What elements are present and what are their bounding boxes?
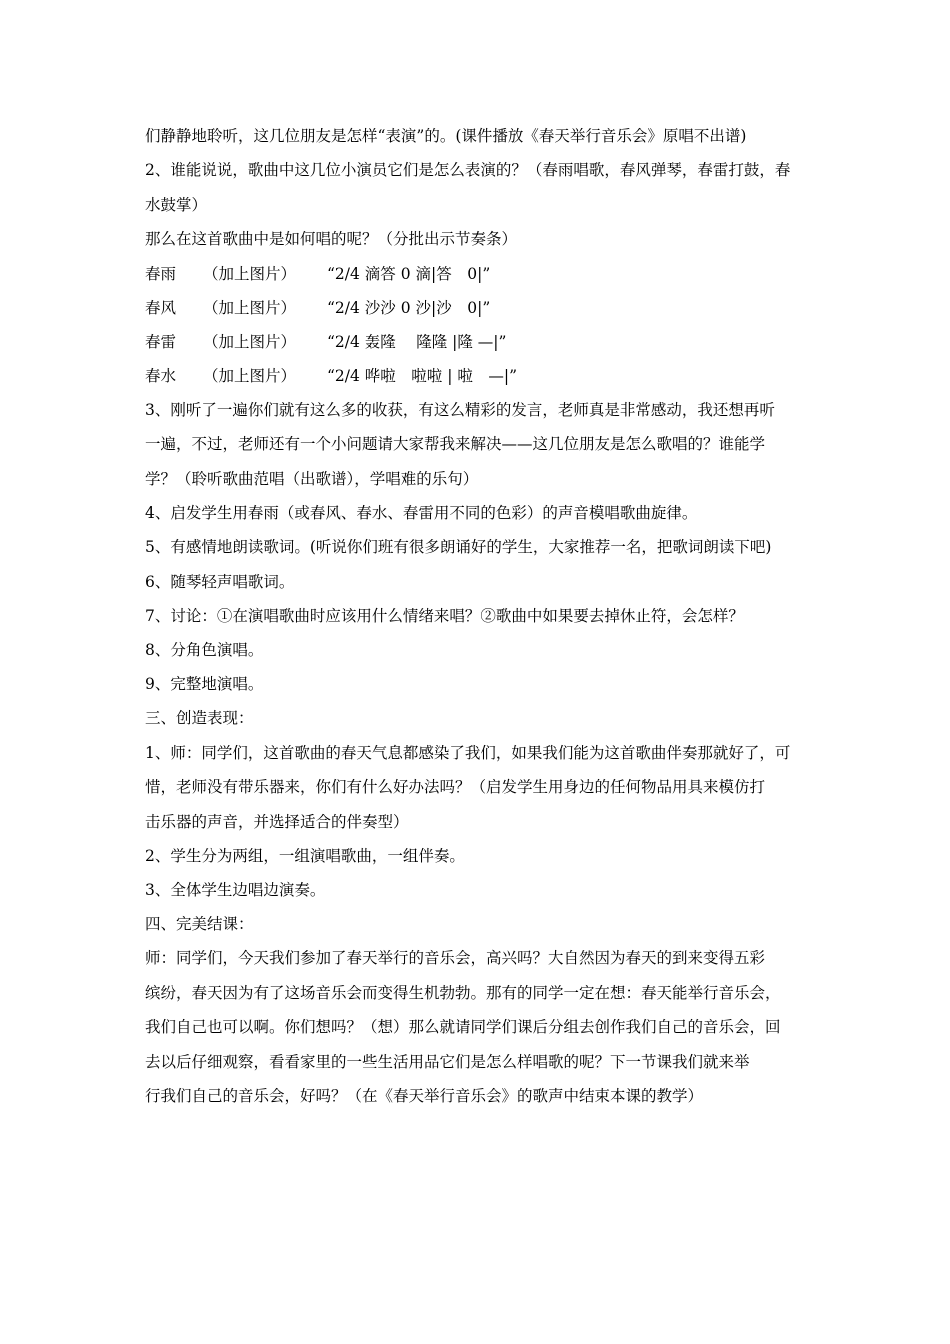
rhythm-name: 春雨 [145, 265, 177, 283]
rhythm-picture-note: （加上图片） [203, 333, 297, 351]
rhythm-picture-note: （加上图片） [203, 265, 297, 283]
paragraph-line: 缤纷，春天因为有了这场音乐会而变得生机勃勃。那有的同学一定在想：春天能举行音乐会， [145, 984, 781, 1002]
rhythm-picture-note: （加上图片） [203, 299, 297, 317]
paragraph-line: 师：同学们，今天我们参加了春天举行的音乐会，高兴吗？大自然因为春天的到来变得五彩 [145, 949, 766, 967]
rhythm-name: 春雷 [145, 333, 177, 351]
rhythm-notation: “2/4 轰隆 隆隆 |隆 —|” [327, 333, 507, 351]
rhythm-notation: “2/4 滴答 0 滴|答 0|” [327, 265, 491, 283]
paragraph-line: 5、有感情地朗读歌词。(听说你们班有很多朗诵好的学生，大家推荐一名，把歌词朗读下吧) [145, 538, 772, 556]
section-heading: 三、创造表现： [145, 709, 254, 727]
paragraph-line: 那么在这首歌曲中是如何唱的呢？（分批出示节奏条） [145, 230, 518, 248]
paragraph-line: 学？（聆听歌曲范唱（出歌谱），学唱难的乐句） [145, 470, 479, 488]
paragraph-line: 3、全体学生边唱边演奏。 [145, 881, 326, 899]
paragraph-line: 们静静地聆听，这几位朋友是怎样“表演”的。(课件播放《春天举行音乐会》原唱不出谱) [145, 127, 747, 145]
paragraph-line: 水鼓掌） [145, 196, 208, 214]
rhythm-notation: “2/4 沙沙 0 沙|沙 0|” [327, 299, 491, 317]
rhythm-name: 春风 [145, 299, 177, 317]
paragraph-line: 7、讨论：①在演唱歌曲时应该用什么情绪来唱？②歌曲中如果要去掉休止符，会怎样？ [145, 607, 744, 625]
paragraph-line: 8、分角色演唱。 [145, 641, 264, 659]
paragraph-line: 行我们自己的音乐会，好吗？（在《春天举行音乐会》的歌声中结束本课的教学） [145, 1087, 704, 1105]
paragraph-line: 2、谁能说说，歌曲中这几位小演员它们是怎么表演的？（春雨唱歌，春风弹琴，春雷打鼓，春 [145, 161, 791, 179]
paragraph-line: 9、完整地演唱。 [145, 675, 264, 693]
paragraph-line: 惜，老师没有带乐器来，你们有什么好办法吗？（启发学生用身边的任何物品用具来模仿打 [145, 778, 766, 796]
rhythm-notation: “2/4 哗啦 啦啦 | 啦 —|” [327, 367, 518, 385]
section-heading: 四、完美结课： [145, 915, 254, 933]
paragraph-line: 我们自己也可以啊。你们想吗？（想）那么就请同学们课后分组去创作我们自己的音乐会，回 [145, 1018, 781, 1036]
paragraph-line: 3、刚听了一遍你们就有这么多的收获，有这么精彩的发言，老师真是非常感动，我还想再听 [145, 401, 775, 419]
rhythm-picture-note: （加上图片） [203, 367, 297, 385]
paragraph-line: 击乐器的声音，并选择适合的伴奏型） [145, 813, 409, 831]
paragraph-line: 1、师：同学们，这首歌曲的春天气息都感染了我们，如果我们能为这首歌曲伴奏那就好了，可 [145, 744, 791, 762]
paragraph-line: 6、随琴轻声唱歌词。 [145, 573, 295, 591]
paragraph-line: 4、启发学生用春雨（或春风、春水、春雷用不同的色彩）的声音模唱歌曲旋律。 [145, 504, 698, 522]
paragraph-line: 一遍，不过，老师还有一个小问题请大家帮我来解决——这几位朋友是怎么歌唱的？谁能学 [145, 435, 766, 453]
rhythm-name: 春水 [145, 367, 177, 385]
paragraph-line: 2、学生分为两组，一组演唱歌曲，一组伴奏。 [145, 847, 465, 865]
paragraph-line: 去以后仔细观察，看看家里的一些生活用品它们是怎么样唱歌的呢？下一节课我们就来举 [145, 1053, 750, 1071]
